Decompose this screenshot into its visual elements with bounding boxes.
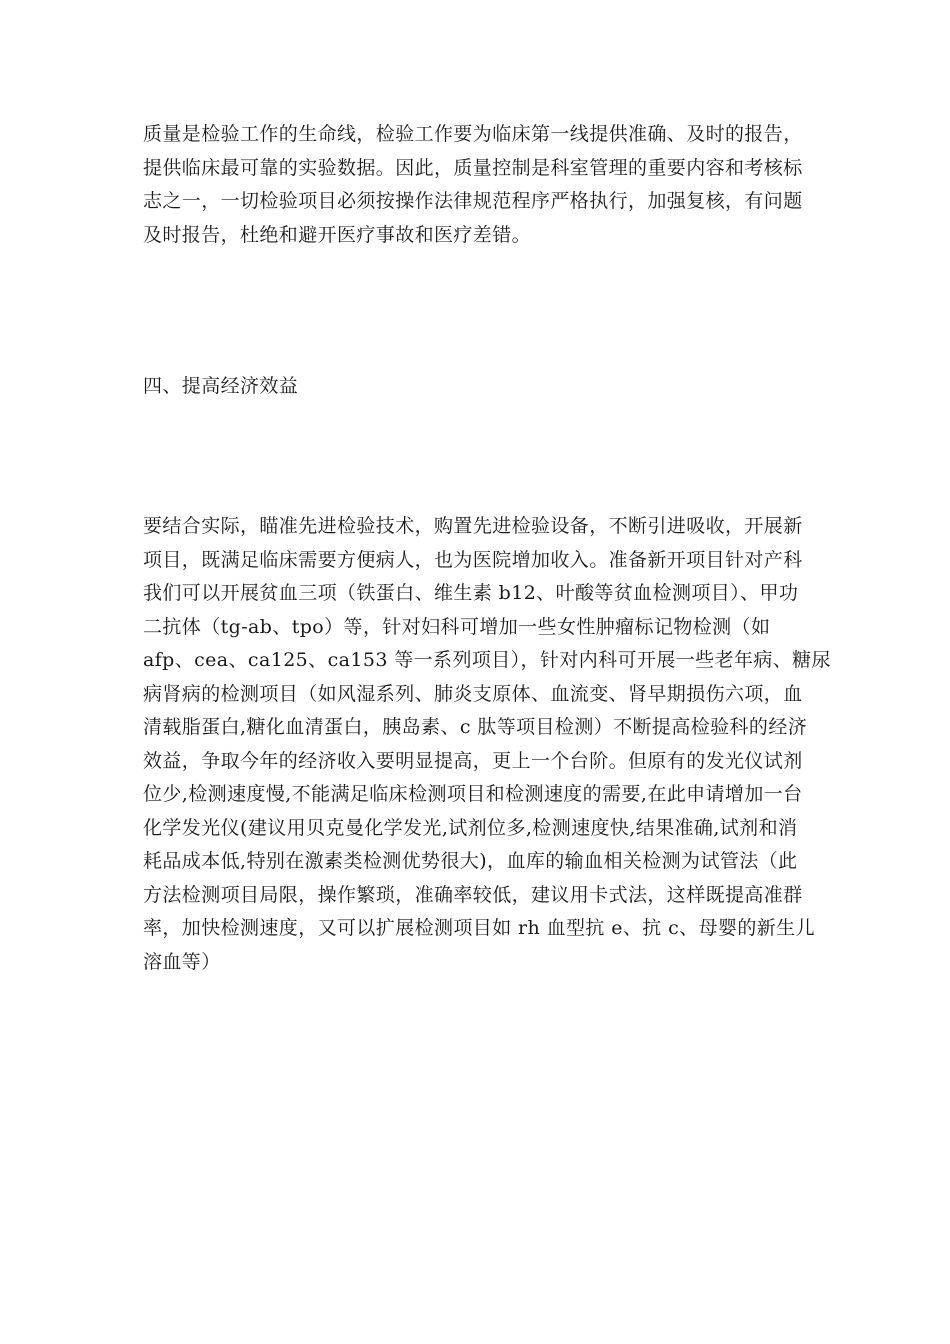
text-line: 率，加快检测速度，又可以扩展检测项目如 rh 血型抗 e、抗 c、母婴的新生儿: [143, 917, 815, 939]
text-line: 我们可以开展贫血三项（铁蛋白、维生素 b12、叶酸等贫血检测项目）、甲功: [143, 582, 799, 604]
text-line: 质量是检验工作的生命线，检验工作要为临床第一线提供准确、及时的报告，: [143, 123, 803, 145]
text-line: 效益，争取今年的经济收入要明显提高，更上一个台阶。但原有的发光仪试剂: [143, 749, 803, 772]
text-line: 志之一，一切检验项目必须按操作法律规范程序严格执行，加强复核，有问题: [143, 190, 803, 212]
text-line: 化学发光仪(建议用贝克曼化学发光,试剂位多,检测速度快,结果准确,试剂和消: [143, 816, 798, 839]
text-line: afp、cea、ca125、ca153 等一系列项目），针对内科可开展一些老年病、糖尿: [143, 649, 831, 671]
text-line: 二抗体（tg-ab、tpo）等，针对妇科可增加一些女性肿瘤标记物检测（如: [143, 615, 771, 638]
text-line: 溶血等）: [143, 950, 221, 973]
paragraph-economic-benefit: [143, 510, 831, 979]
text-line: 耗品成本低,特别在激素类检测优势很大)，血库的输血相关检测为试管法（此: [143, 850, 798, 872]
text-line: 清载脂蛋白,糖化血清蛋白，胰岛素、c 肽等项目检测）不断提高检验科的经济: [143, 716, 808, 738]
section-heading-text: 四、提高经济效益: [143, 375, 299, 397]
text-line: 要结合实际，瞄准先进检验技术，购置先进检验设备，不断引进吸收，开展新: [143, 515, 803, 537]
text-line: 项目，既满足临床需要方便病人，也为医院增加收入。准备新开项目针对产科: [143, 548, 803, 571]
text-line: 位少,检测速度慢,不能满足临床检测项目和检测速度的需要,在此申请增加一台: [143, 783, 803, 805]
text-line: 及时报告，杜绝和避开医疗事故和医疗差错。: [143, 223, 532, 246]
section-heading: [143, 370, 815, 404]
text-line: 方法检测项目局限，操作繁琐，准确率较低，建议用卡式法，这样既提高准群: [143, 883, 803, 906]
text-line: 病肾病的检测项目（如风湿系列、肺炎支原体、血流变、肾早期损伤六项，血: [143, 682, 803, 705]
text-line: 提供临床最可靠的实验数据。因此，质量控制是科室管理的重要内容和考核标: [143, 156, 803, 179]
paragraph-quality-control: [143, 118, 815, 252]
